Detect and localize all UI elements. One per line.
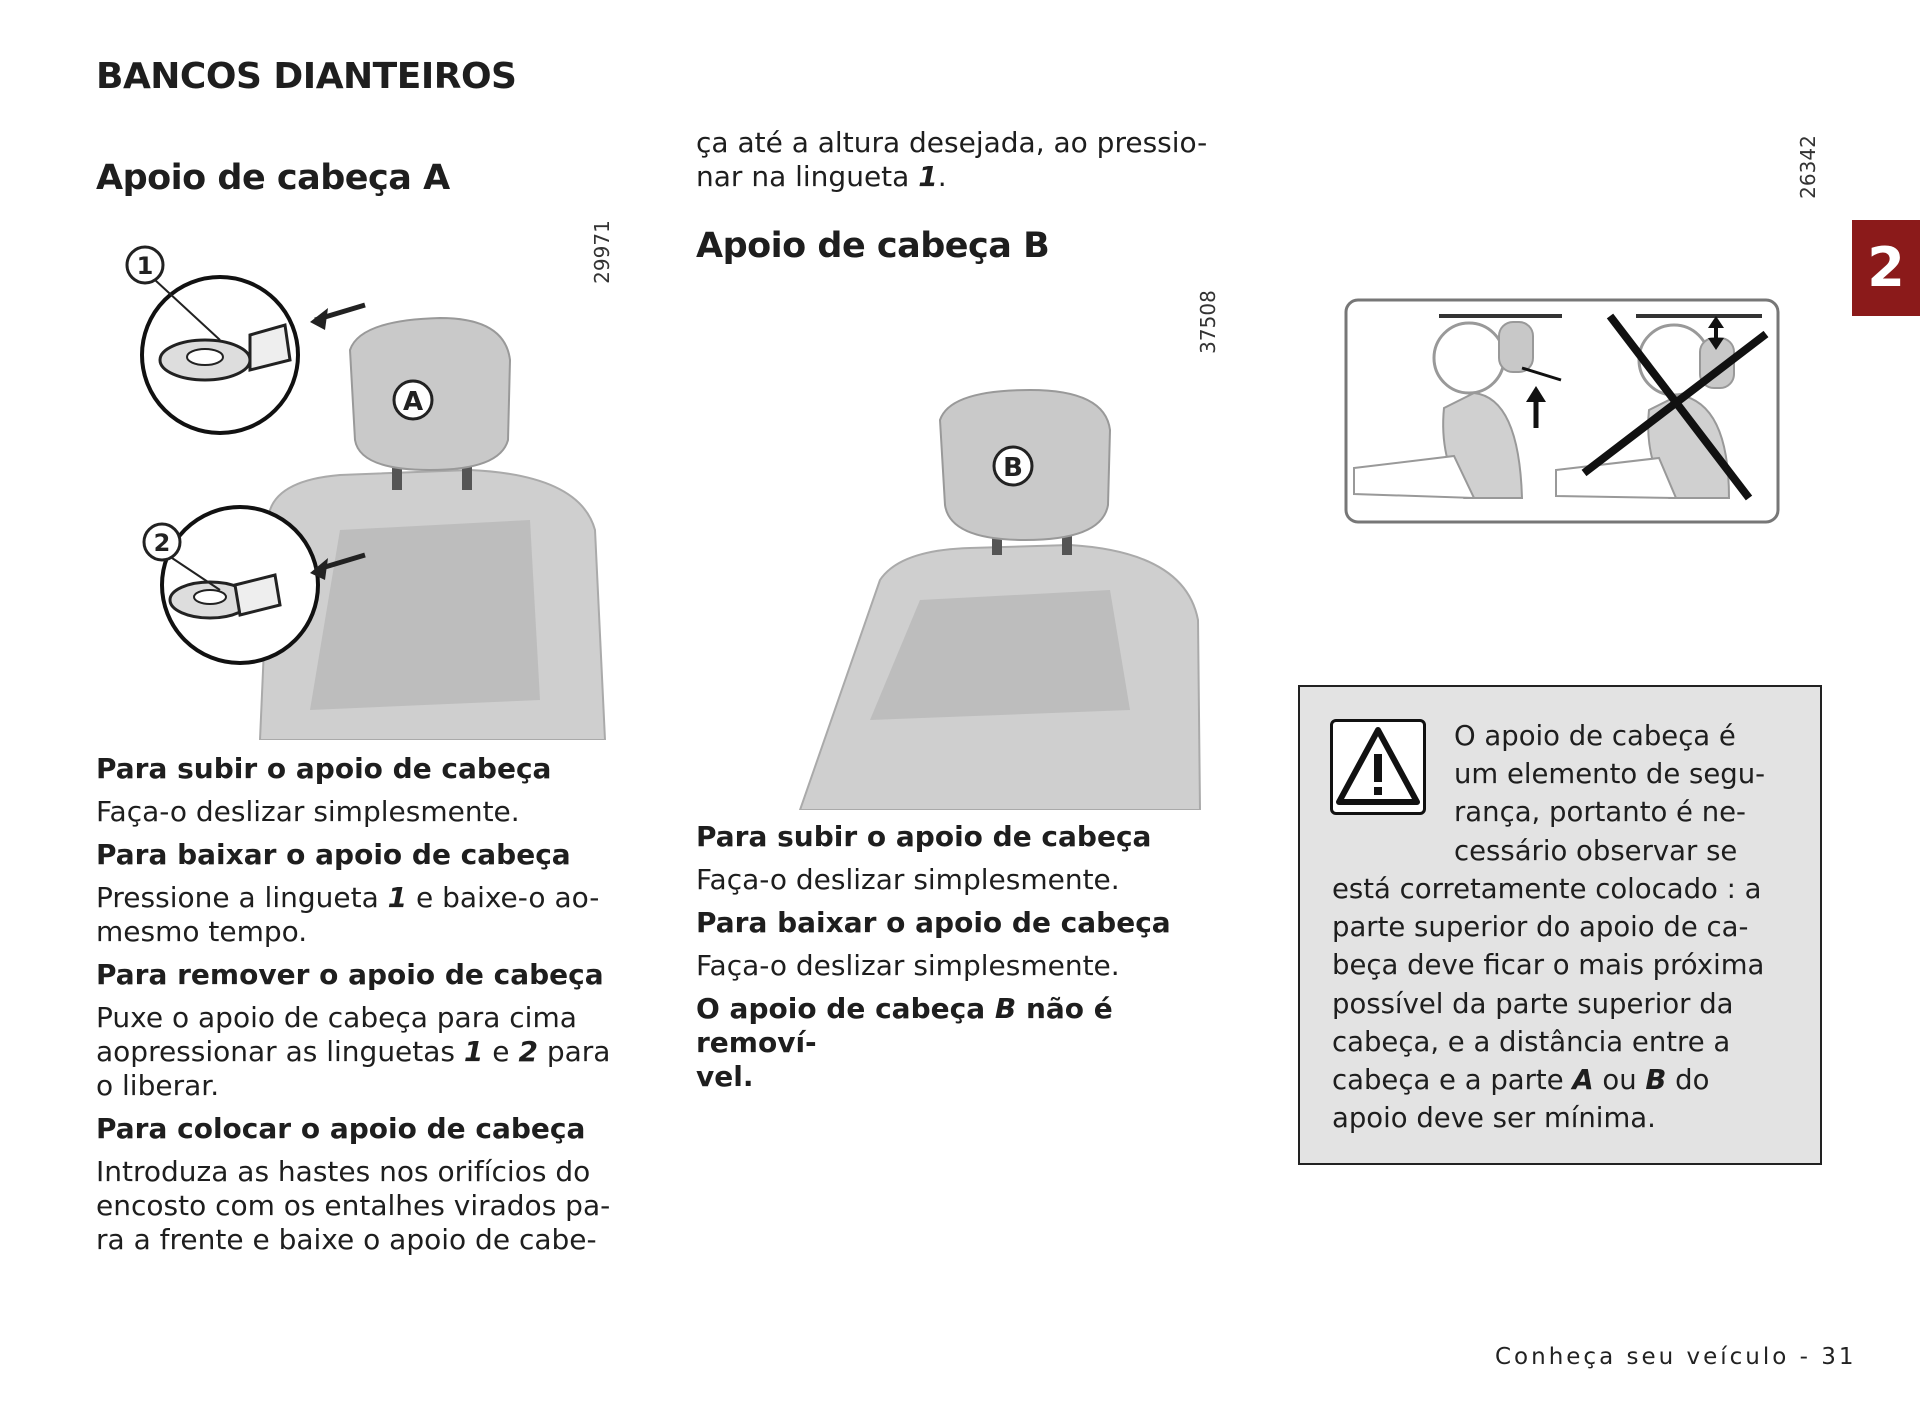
headrest-shape xyxy=(1499,322,1533,372)
remove-text: Puxe o apoio de cabeça para cima aopressionar as linguetas 1 e 2 para o liberar. xyxy=(96,1001,611,1102)
warning-box xyxy=(1298,685,1822,1165)
lower-text-a: Pressione a lingueta 1 e baixe-o ao- mesmo tempo. xyxy=(96,881,600,948)
figure-number-a: 29971 xyxy=(589,220,614,284)
figure-number-b: 37508 xyxy=(1195,290,1220,354)
lower-heading-b: Para baixar o apoio de cabeça xyxy=(696,906,1171,939)
section-title: BANCOS DIANTEIROS xyxy=(96,56,517,97)
lower-text-b: Faça-o deslizar simplesmente. xyxy=(696,949,1120,982)
seat-panel-shape xyxy=(310,520,540,710)
col2-text-block xyxy=(696,820,1216,1103)
head-shape xyxy=(1434,323,1504,393)
remove-heading: Para remover o apoio de cabeça xyxy=(96,958,604,991)
label-1: 1 xyxy=(136,252,154,280)
head-position-illustration xyxy=(1344,298,1780,524)
headrest-b-illustration xyxy=(730,380,1210,810)
headrest-a-title: Apoio de cabeça A xyxy=(96,158,450,198)
chapter-tab: 2 xyxy=(1852,220,1920,316)
fit-heading: Para colocar o apoio de cabeça xyxy=(96,1112,586,1145)
label-b: B xyxy=(1003,453,1023,483)
fit-text: Introduza as hastes nos orifícios do encosto com os entalhes virados pa- ra a frente e baixe o apoio de cabe- xyxy=(96,1155,611,1256)
page-footer: Conheça seu veículo - 31 xyxy=(1495,1344,1857,1370)
warning-text-indented: O apoio de cabeça é um elemento de segu- rança, portanto é ne- cessário observar se xyxy=(1454,720,1766,867)
col1-text-block xyxy=(96,752,636,1266)
label-2: 2 xyxy=(153,529,171,557)
warning-triangle-icon xyxy=(1330,719,1426,815)
headrest-b-title: Apoio de cabeça B xyxy=(696,226,1050,266)
raise-text-b: Faça-o deslizar simplesmente. xyxy=(696,863,1120,896)
figure-number-c: 26342 xyxy=(1795,135,1820,199)
raise-text-a: Faça-o deslizar simplesmente. xyxy=(96,795,520,828)
warning-text: está corretamente colocado : a parte superior do apoio de ca- beça deve ficar o mais próxima possível da parte superior da cabeça, e a distância entre a cabeça e a parte A ou B do apoio deve ser mínima. xyxy=(1332,873,1765,1135)
raise-heading-b: Para subir o apoio de cabeça xyxy=(696,820,1152,853)
lower-heading-a: Para baixar o apoio de cabeça xyxy=(96,838,571,871)
continued-text: ça até a altura desejada, ao pressio- nar na lingueta 1. xyxy=(696,126,1208,193)
raise-heading-a: Para subir o apoio de cabeça xyxy=(96,752,552,785)
not-removable-note: O apoio de cabeça B não é removí- vel. xyxy=(696,992,1113,1093)
headrest-a-illustration xyxy=(110,230,630,740)
label-a: A xyxy=(402,387,424,417)
